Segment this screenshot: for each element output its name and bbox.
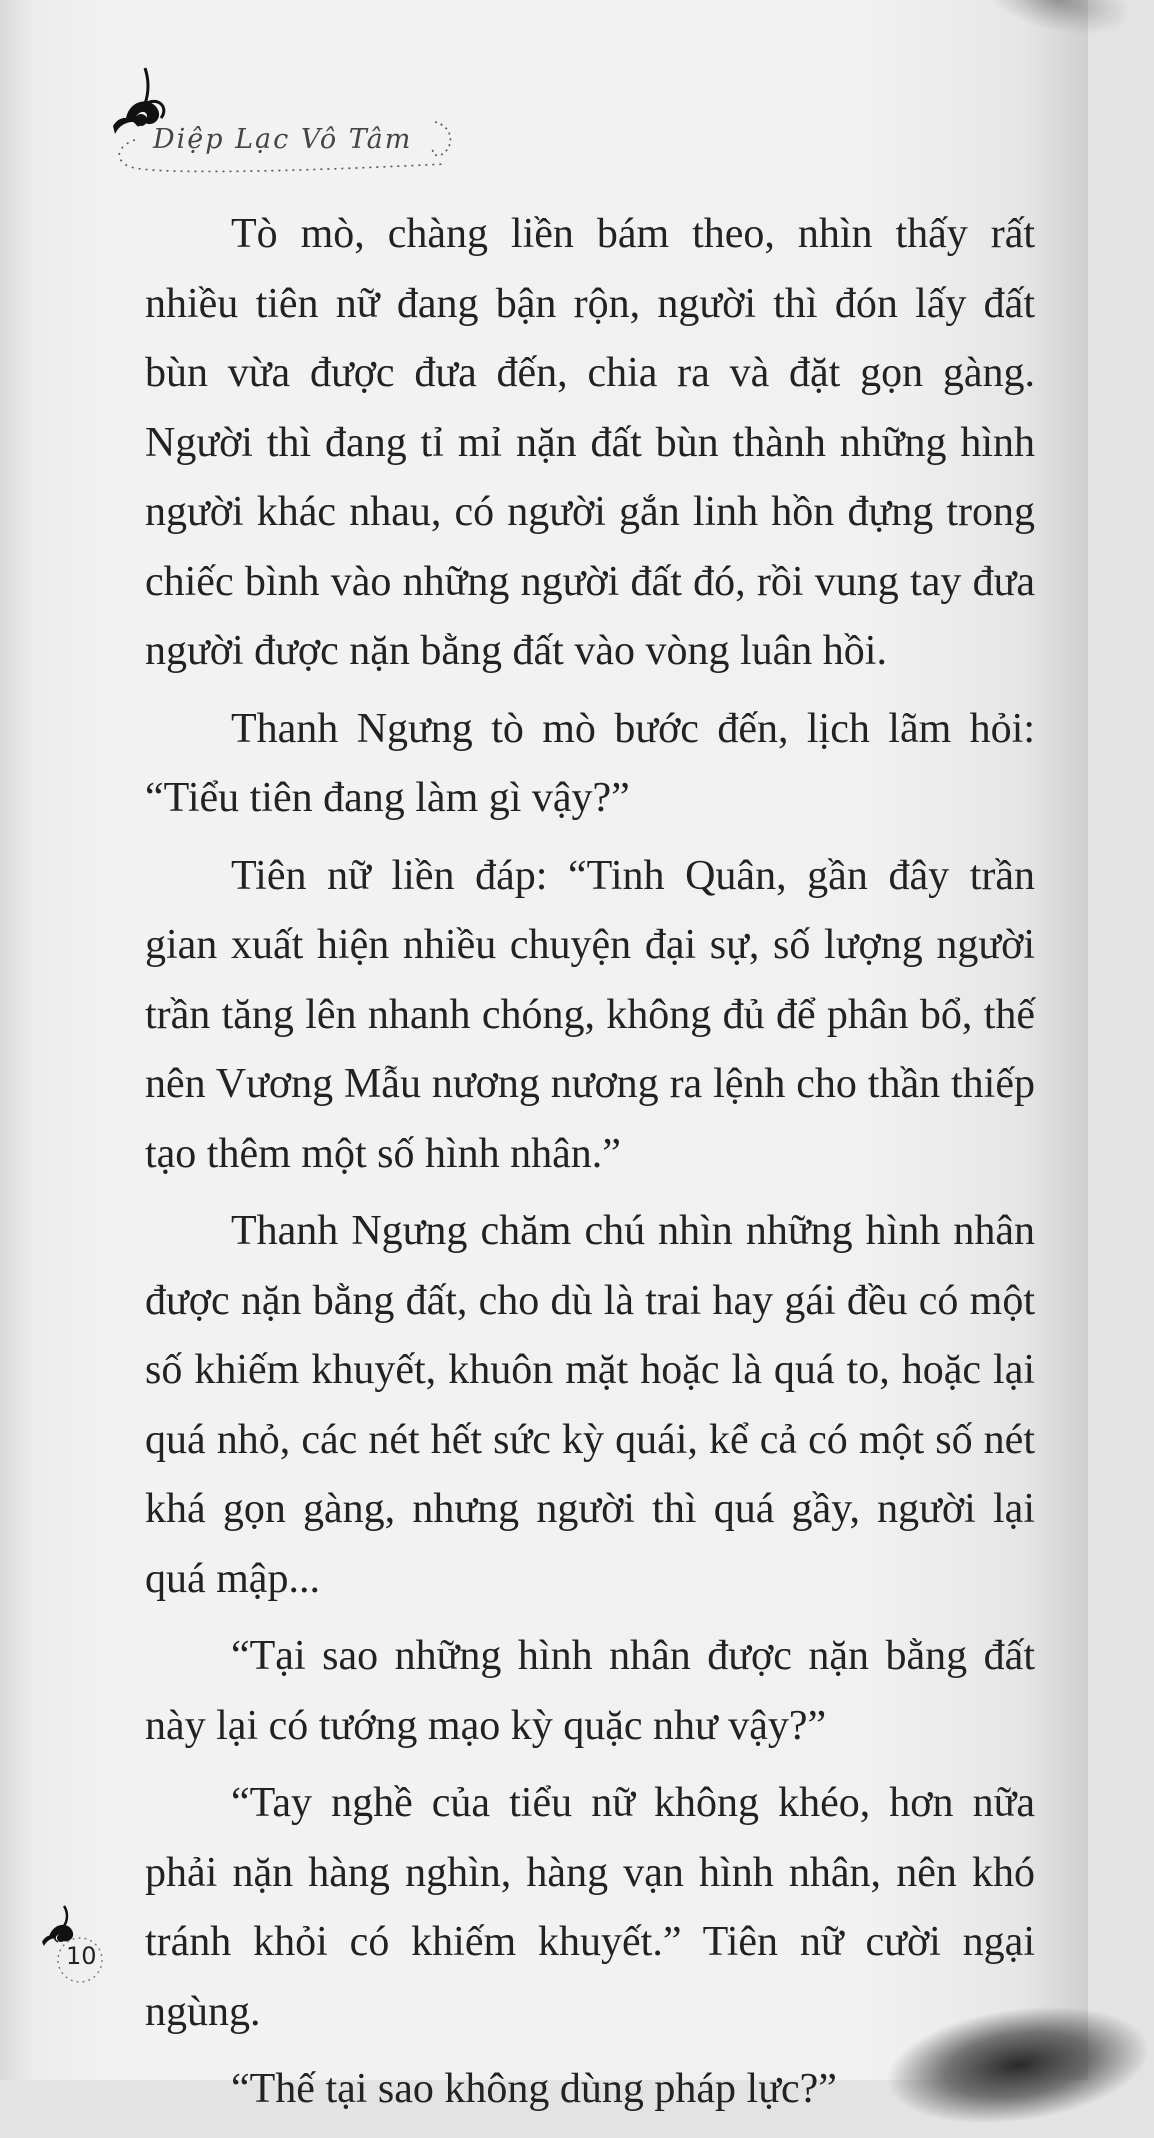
paragraph: “Tại sao những hình nhân được nặn bằng đất này lại có tướng mạo kỳ quặc như vậy?” <box>145 1633 1035 1749</box>
paragraph: Tò mò, chàng liền bám theo, nhìn thấy rất nhiều tiên nữ đang bận rộn, người thì đón lấy đất bùn vừa được đưa đến, chia ra và đặt gọn gàng. Người thì đang tỉ mỉ nặn đất bùn thành những hình người khác nhau, có người gắn linh hồn đựng trong chiếc bình vào những người đất đó, rồi vung tay đưa người được nặn bằng đất vào vòng luân hồi. <box>145 211 1035 674</box>
page-number: 10 <box>66 1942 97 1970</box>
body-text <box>145 200 1035 2133</box>
running-header <box>105 60 465 190</box>
paragraph: “Tay nghề của tiểu nữ không khéo, hơn nữa phải nặn hàng nghìn, hàng vạn hình nhân, nên khó tránh khỏi có khiếm khuyết.” Tiên nữ cười ngại ngùng. <box>145 1780 1035 2035</box>
paragraph: Tiên nữ liền đáp: “Tinh Quân, gần đây trần gian xuất hiện nhiều chuyện đại sự, số lượng người trần tăng lên nhanh chóng, không đủ để phân bổ, thế nên Vương Mẫu nương nương ra lệnh cho thần thiếp tạo thêm một số hình nhân.” <box>145 852 1035 1177</box>
paragraph: Thanh Ngưng tò mò bước đến, lịch lãm hỏi: “Tiểu tiên đang làm gì vậy?” <box>145 705 1035 821</box>
paragraph: Thanh Ngưng chăm chú nhìn những hình nhân được nặn bằng đất, cho dù là trai hay gái đều có một số khiếm khuyết, khuôn mặt hoặc là quá to, hoặc lại quá nhỏ, các nét hết sức kỳ quái, kể cả có một số nét khá gọn gàng, nhưng người thì quá gầy, người lại quá mập... <box>145 1208 1035 1602</box>
page-corner-shadow <box>983 0 1132 44</box>
book-title: Diệp Lạc Vô Tâm <box>153 124 413 155</box>
paragraph: “Thế tại sao không dùng pháp lực?” <box>231 2066 837 2112</box>
